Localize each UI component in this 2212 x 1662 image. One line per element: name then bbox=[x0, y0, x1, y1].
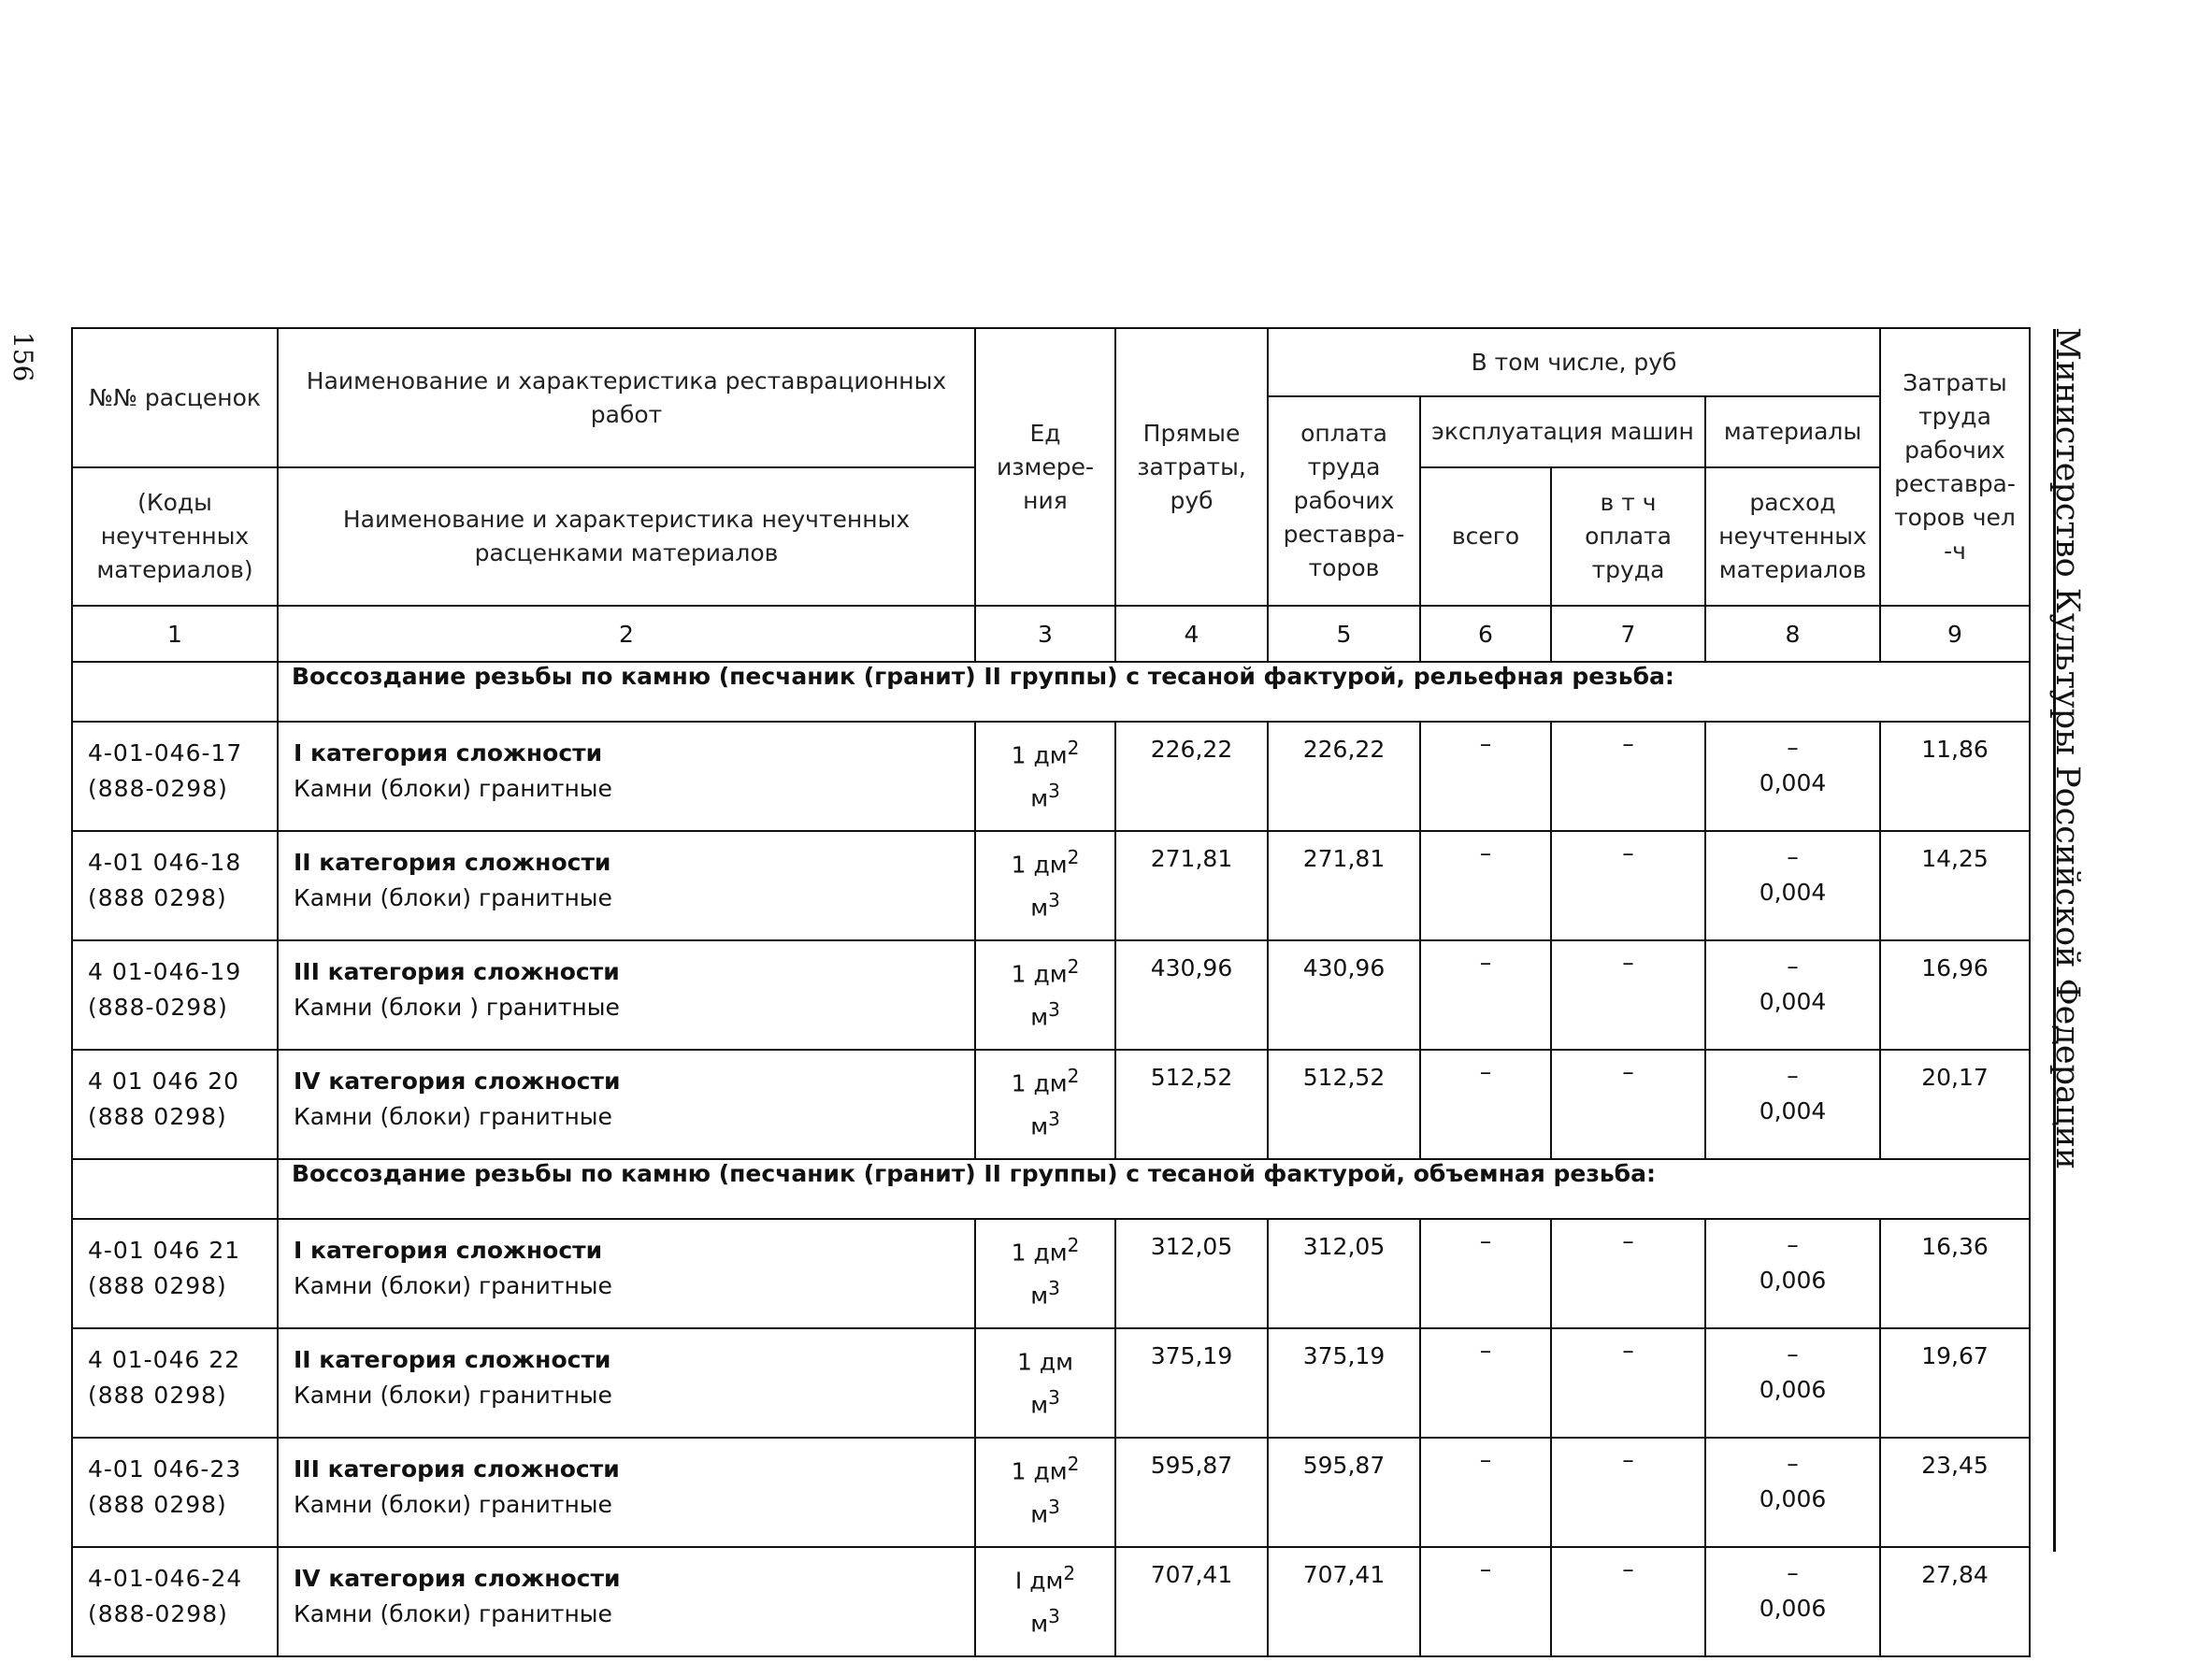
material-name: Камни (блоки) гранитные bbox=[294, 1272, 612, 1299]
material-unit-power: 3 bbox=[1048, 780, 1060, 803]
material-unit: м bbox=[1030, 1500, 1049, 1528]
column-number: 9 bbox=[1880, 606, 2030, 662]
header-materials: материалы bbox=[1705, 396, 1880, 467]
unit-power: 2 bbox=[1063, 1562, 1076, 1584]
column-number: 5 bbox=[1268, 606, 1420, 662]
material-unit: м bbox=[1030, 784, 1049, 812]
header-col7: в т ч оплата труда bbox=[1551, 467, 1705, 606]
materials-qty: 0,004 bbox=[1759, 1097, 1827, 1125]
rate-code-cell bbox=[72, 1547, 278, 1656]
labor-hours: 16,96 bbox=[1880, 940, 2030, 1050]
header-col2-top: Наименование и характеристика реставрационных работ bbox=[278, 328, 975, 467]
header-col6: всего bbox=[1420, 467, 1551, 606]
rate-code-cell bbox=[72, 831, 278, 940]
machines-labor: – bbox=[1551, 1219, 1705, 1328]
materials-cell bbox=[1705, 1328, 1880, 1438]
rate-code-cell bbox=[72, 940, 278, 1050]
material-unit-power: 3 bbox=[1048, 1108, 1060, 1131]
rate-code: 4-01 046-18 bbox=[88, 849, 242, 876]
materials-cell bbox=[1705, 1438, 1880, 1547]
column-number: 2 bbox=[278, 606, 975, 662]
section-header-row bbox=[72, 662, 2030, 722]
materials-dash: – bbox=[1787, 1062, 1799, 1089]
material-code: (888-0298) bbox=[88, 994, 228, 1021]
machines-labor: – bbox=[1551, 1438, 1705, 1547]
labor-cost: 312,05 bbox=[1268, 1219, 1420, 1328]
material-name: Камни (блоки) гранитные bbox=[294, 1103, 612, 1130]
column-number: 6 bbox=[1420, 606, 1551, 662]
work-name-cell bbox=[278, 940, 975, 1050]
labor-cost: 226,22 bbox=[1268, 722, 1420, 831]
complexity-category: III категория сложности bbox=[294, 1455, 620, 1483]
rate-row bbox=[72, 940, 2030, 1050]
machines-total: – bbox=[1420, 1438, 1551, 1547]
complexity-category: II категория сложности bbox=[294, 1346, 611, 1373]
rates-table bbox=[71, 327, 2031, 1657]
complexity-category: I категория сложности bbox=[294, 1237, 603, 1264]
rate-code: 4-01-046-17 bbox=[88, 739, 243, 767]
materials-qty: 0,006 bbox=[1759, 1267, 1827, 1294]
labor-hours: 27,84 bbox=[1880, 1547, 2030, 1656]
materials-cell bbox=[1705, 1050, 1880, 1159]
header-col1-bottom: (Коды неучтенных материалов) bbox=[72, 467, 278, 606]
labor-cost: 595,87 bbox=[1268, 1438, 1420, 1547]
materials-cell bbox=[1705, 1547, 1880, 1656]
labor-cost: 271,81 bbox=[1268, 831, 1420, 940]
unit-power: 2 bbox=[1067, 955, 1080, 978]
rate-row bbox=[72, 1050, 2030, 1159]
header-col2-bottom: Наименование и характеристика неучтенных расценками материалов bbox=[278, 467, 975, 606]
complexity-category: III категория сложности bbox=[294, 958, 620, 985]
rate-row bbox=[72, 1547, 2030, 1656]
machines-total: – bbox=[1420, 1328, 1551, 1438]
section-title: Воссоздание резьбы по камню (песчаник (гранит) II группы) с тесаной фактурой, объемная резьба: bbox=[278, 1159, 2030, 1219]
materials-cell bbox=[1705, 1219, 1880, 1328]
materials-qty: 0,006 bbox=[1759, 1595, 1827, 1622]
materials-qty: 0,006 bbox=[1759, 1376, 1827, 1403]
direct-cost: 595,87 bbox=[1115, 1438, 1268, 1547]
labor-cost: 512,52 bbox=[1268, 1050, 1420, 1159]
labor-hours: 23,45 bbox=[1880, 1438, 2030, 1547]
work-name-cell bbox=[278, 1438, 975, 1547]
labor-hours: 19,67 bbox=[1880, 1328, 2030, 1438]
machines-labor: – bbox=[1551, 1050, 1705, 1159]
unit-power: 2 bbox=[1067, 1234, 1080, 1256]
section-empty-cell bbox=[72, 1159, 278, 1219]
machines-labor: – bbox=[1551, 940, 1705, 1050]
section-title: Воссоздание резьбы по камню (песчаник (гранит) II группы) с тесаной фактурой, рельефная резьба: bbox=[278, 662, 2030, 722]
materials-qty: 0,004 bbox=[1759, 769, 1827, 796]
rate-code: 4 01-046-19 bbox=[88, 958, 242, 985]
complexity-category: II категория сложности bbox=[294, 849, 611, 876]
header-machines: эксплуатация машин bbox=[1420, 396, 1705, 467]
rate-code: 4-01-046-24 bbox=[88, 1565, 243, 1592]
materials-cell bbox=[1705, 940, 1880, 1050]
direct-cost: 226,22 bbox=[1115, 722, 1268, 831]
materials-dash: – bbox=[1787, 1231, 1799, 1258]
header-col4: Прямые затраты, руб bbox=[1115, 328, 1268, 606]
materials-qty: 0,004 bbox=[1759, 879, 1827, 906]
material-unit: м bbox=[1030, 894, 1049, 922]
column-numbers-row bbox=[72, 606, 2030, 662]
unit-cell bbox=[975, 1438, 1115, 1547]
unit-power: 2 bbox=[1067, 1453, 1080, 1475]
labor-hours: 16,36 bbox=[1880, 1219, 2030, 1328]
material-unit-power: 3 bbox=[1048, 998, 1060, 1022]
materials-dash: – bbox=[1787, 734, 1799, 761]
unit-power: 2 bbox=[1067, 737, 1080, 759]
labor-hours: 14,25 bbox=[1880, 831, 2030, 940]
machines-total: – bbox=[1420, 1547, 1551, 1656]
header-col1-top: №№ расценок bbox=[72, 328, 278, 467]
materials-cell bbox=[1705, 722, 1880, 831]
labor-cost: 375,19 bbox=[1268, 1328, 1420, 1438]
unit-cell bbox=[975, 1050, 1115, 1159]
side-header bbox=[2046, 327, 2092, 1552]
rate-row bbox=[72, 1328, 2030, 1438]
complexity-category: IV категория сложности bbox=[294, 1067, 621, 1095]
header-col9: Затраты труда рабочих реставра-торов чел -ч bbox=[1880, 328, 2030, 606]
material-unit-power: 3 bbox=[1048, 1386, 1060, 1410]
direct-cost: 312,05 bbox=[1115, 1219, 1268, 1328]
material-name: Камни (блоки ) гранитные bbox=[294, 994, 620, 1021]
rate-code-cell bbox=[72, 722, 278, 831]
materials-dash: – bbox=[1787, 953, 1799, 980]
header-col5: оплата труда рабочих реставра-торов bbox=[1268, 396, 1420, 606]
header-group: В том числе, руб bbox=[1268, 328, 1880, 396]
section-empty-cell bbox=[72, 662, 278, 722]
direct-cost: 271,81 bbox=[1115, 831, 1268, 940]
column-number: 1 bbox=[72, 606, 278, 662]
labor-cost: 707,41 bbox=[1268, 1547, 1420, 1656]
unit: 1 дм bbox=[1011, 851, 1068, 879]
rate-code-cell bbox=[72, 1438, 278, 1547]
materials-dash: – bbox=[1787, 1450, 1799, 1477]
unit: 1 дм bbox=[1011, 741, 1068, 769]
material-unit: м bbox=[1030, 1391, 1049, 1419]
work-name-cell bbox=[278, 1547, 975, 1656]
side-header-text: Министерство Культуры Российской Федерации bbox=[2048, 327, 2086, 1170]
rate-code: 4-01 046-23 bbox=[88, 1455, 242, 1483]
labor-cost: 430,96 bbox=[1268, 940, 1420, 1050]
machines-labor: – bbox=[1551, 722, 1705, 831]
material-name: Камни (блоки) гранитные bbox=[294, 1491, 612, 1518]
material-code: (888 0298) bbox=[88, 1382, 227, 1409]
unit-cell bbox=[975, 722, 1115, 831]
direct-cost: 512,52 bbox=[1115, 1050, 1268, 1159]
header-col8: расход неучтенных материалов bbox=[1705, 467, 1880, 606]
unit: 1 дм bbox=[1011, 1457, 1068, 1485]
header-col3: Ед измере-ния bbox=[975, 328, 1115, 606]
labor-hours: 11,86 bbox=[1880, 722, 2030, 831]
unit-power: 2 bbox=[1067, 846, 1080, 868]
complexity-category: I категория сложности bbox=[294, 739, 603, 767]
section-header-row bbox=[72, 1159, 2030, 1219]
material-code: (888-0298) bbox=[88, 1600, 228, 1627]
unit-cell bbox=[975, 831, 1115, 940]
materials-cell bbox=[1705, 831, 1880, 940]
page-number: 156 bbox=[7, 332, 38, 382]
material-name: Камни (блоки) гранитные bbox=[294, 1382, 612, 1409]
column-number: 4 bbox=[1115, 606, 1268, 662]
material-name: Камни (блоки) гранитные bbox=[294, 1600, 612, 1627]
work-name-cell bbox=[278, 722, 975, 831]
unit-power: 2 bbox=[1067, 1065, 1080, 1087]
work-name-cell bbox=[278, 1328, 975, 1438]
work-name-cell bbox=[278, 1050, 975, 1159]
material-unit: м bbox=[1030, 1610, 1049, 1638]
rate-code: 4 01-046 22 bbox=[88, 1346, 241, 1373]
material-code: (888-0298) bbox=[88, 775, 228, 802]
column-number: 8 bbox=[1705, 606, 1880, 662]
column-number: 3 bbox=[975, 606, 1115, 662]
rate-code: 4 01 046 20 bbox=[88, 1067, 240, 1095]
direct-cost: 430,96 bbox=[1115, 940, 1268, 1050]
machines-labor: – bbox=[1551, 1547, 1705, 1656]
material-unit-power: 3 bbox=[1048, 1277, 1060, 1300]
rate-code-cell bbox=[72, 1328, 278, 1438]
machines-total: – bbox=[1420, 1219, 1551, 1328]
unit: 1 дм bbox=[1011, 1239, 1068, 1267]
labor-hours: 20,17 bbox=[1880, 1050, 2030, 1159]
unit-cell bbox=[975, 940, 1115, 1050]
material-code: (888 0298) bbox=[88, 884, 227, 911]
material-unit: м bbox=[1030, 1003, 1049, 1031]
rate-code-cell bbox=[72, 1219, 278, 1328]
rate-row bbox=[72, 722, 2030, 831]
rate-code-cell bbox=[72, 1050, 278, 1159]
column-number: 7 bbox=[1551, 606, 1705, 662]
material-name: Камни (блоки) гранитные bbox=[294, 884, 612, 911]
materials-dash: – bbox=[1787, 1559, 1799, 1586]
material-unit: м bbox=[1030, 1112, 1049, 1140]
machines-labor: – bbox=[1551, 1328, 1705, 1438]
unit: I дм bbox=[1014, 1567, 1064, 1595]
unit-cell bbox=[975, 1547, 1115, 1656]
complexity-category: IV категория сложности bbox=[294, 1565, 621, 1592]
machines-total: – bbox=[1420, 831, 1551, 940]
unit: 1 дм bbox=[1011, 960, 1068, 988]
materials-dash: – bbox=[1787, 843, 1799, 870]
materials-dash: – bbox=[1787, 1340, 1799, 1368]
machines-total: – bbox=[1420, 722, 1551, 831]
machines-total: – bbox=[1420, 940, 1551, 1050]
material-unit-power: 3 bbox=[1048, 1496, 1060, 1519]
rate-row bbox=[72, 831, 2030, 940]
direct-cost: 707,41 bbox=[1115, 1547, 1268, 1656]
unit-cell bbox=[975, 1219, 1115, 1328]
rate-code: 4-01 046 21 bbox=[88, 1237, 241, 1264]
rate-row bbox=[72, 1219, 2030, 1328]
materials-qty: 0,004 bbox=[1759, 988, 1827, 1015]
rate-row bbox=[72, 1438, 2030, 1547]
material-unit: м bbox=[1030, 1282, 1049, 1310]
material-unit-power: 3 bbox=[1048, 1605, 1060, 1628]
material-code: (888 0298) bbox=[88, 1491, 227, 1518]
material-name: Камни (блоки) гранитные bbox=[294, 775, 612, 802]
material-code: (888 0298) bbox=[88, 1272, 227, 1299]
machines-labor: – bbox=[1551, 831, 1705, 940]
work-name-cell bbox=[278, 831, 975, 940]
material-unit-power: 3 bbox=[1048, 889, 1060, 912]
machines-total: – bbox=[1420, 1050, 1551, 1159]
materials-qty: 0,006 bbox=[1759, 1485, 1827, 1512]
unit: 1 дм bbox=[1011, 1069, 1068, 1097]
unit-cell bbox=[975, 1328, 1115, 1438]
unit: 1 дм bbox=[1017, 1348, 1073, 1376]
work-name-cell bbox=[278, 1219, 975, 1328]
direct-cost: 375,19 bbox=[1115, 1328, 1268, 1438]
material-code: (888 0298) bbox=[88, 1103, 227, 1130]
